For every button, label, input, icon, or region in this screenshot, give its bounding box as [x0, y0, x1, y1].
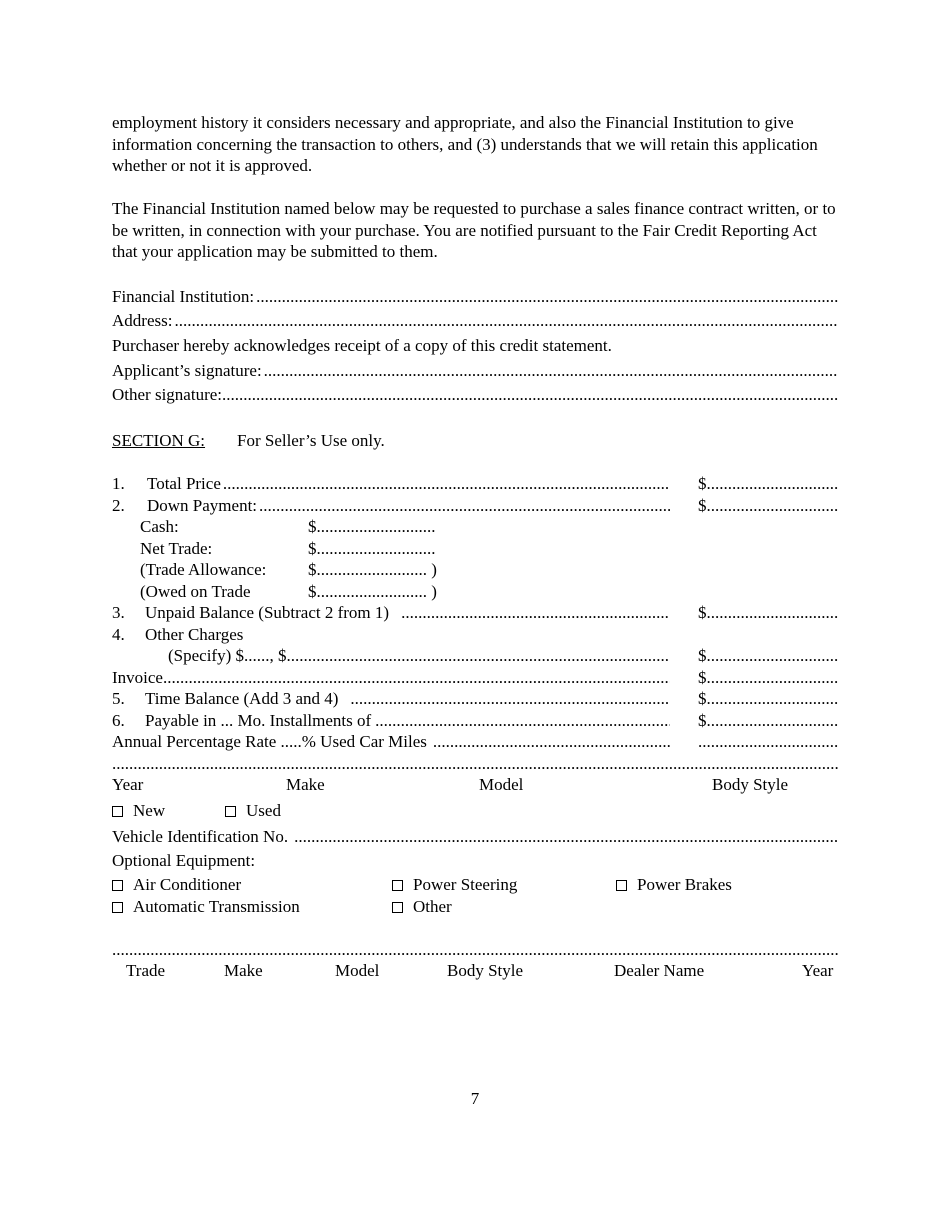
trade-allowance-label: (Trade Allowance:	[140, 560, 267, 579]
trade-divider[interactable]	[112, 939, 838, 961]
cash-row	[112, 516, 838, 538]
vehicle-year-label: Year	[112, 775, 144, 794]
unpaid-balance-line	[145, 602, 670, 624]
power-steering-checkbox[interactable]	[392, 874, 517, 896]
vin-label: Vehicle Identification No.	[112, 827, 289, 846]
owed-on-trade-row	[112, 581, 838, 603]
vehicle-divider	[112, 753, 838, 775]
other-charges-label: Other Charges	[145, 625, 244, 644]
address-label: Address:	[112, 311, 173, 330]
total-price-line	[147, 473, 670, 495]
section-g-title: For Seller’s Use only.	[237, 431, 385, 450]
other-signature-field[interactable]	[112, 384, 838, 406]
checkbox-icon	[392, 902, 403, 913]
applicant-signature-label: Applicant’s signature:	[112, 361, 262, 380]
optional-equipment-label: Optional Equipment:	[112, 851, 256, 870]
item-number: 3.	[112, 603, 125, 622]
section-g-label: SECTION G:	[112, 431, 206, 450]
checkbox-icon	[112, 902, 123, 913]
automatic-transmission-label: Automatic Transmission	[133, 897, 300, 916]
trade-allowance-amount[interactable]: $.......................... )	[308, 560, 437, 579]
apr-line[interactable]	[112, 731, 670, 753]
automatic-transmission-checkbox[interactable]	[112, 896, 300, 918]
time-balance-amount[interactable]: $ .....	[698, 688, 838, 710]
down-payment-label: Down Payment:	[147, 496, 258, 515]
invoice-line	[112, 667, 670, 689]
payable-label: Payable in ... Mo. Installments of	[145, 711, 372, 730]
invoice-row	[112, 667, 838, 689]
vehicle-model-label: Model	[479, 775, 524, 794]
vin-field[interactable]	[112, 826, 838, 848]
power-brakes-label: Power Brakes	[637, 875, 732, 894]
specify-label: (Specify) $......, $	[168, 646, 287, 665]
item-number: 5.	[112, 689, 125, 708]
specify-row	[112, 645, 838, 667]
owed-on-trade-amount[interactable]: $.......................... )	[308, 582, 437, 601]
vehicle-body-style-label: Body Style	[712, 775, 789, 794]
unpaid-balance-amount[interactable]: $ .....	[698, 602, 838, 624]
other-checkbox[interactable]	[392, 896, 452, 918]
item-number: 4.	[112, 625, 125, 644]
item-number: 1.	[112, 474, 125, 493]
apr-row	[112, 731, 838, 753]
trade-year-label: Year	[802, 961, 834, 980]
power-steering-label: Power Steering	[413, 875, 518, 894]
checkbox-icon	[112, 806, 123, 817]
cash-amount[interactable]: $............................	[308, 517, 436, 536]
other-charges-row	[112, 624, 838, 646]
used-car-miles-amount[interactable]	[698, 731, 838, 753]
trade-model-label: Model	[335, 961, 380, 980]
invoice-amount[interactable]: $ .....	[698, 667, 838, 689]
financial-institution-field[interactable]	[112, 286, 838, 308]
checkbox-icon	[112, 880, 123, 891]
new-checkbox[interactable]	[112, 800, 165, 822]
air-conditioner-label: Air Conditioner	[133, 875, 242, 894]
trade-dealer-name-label: Dealer Name	[614, 961, 705, 980]
used-checkbox[interactable]	[225, 800, 281, 822]
equipment-row-2	[112, 896, 838, 918]
checkbox-icon	[392, 880, 403, 891]
net-trade-label: Net Trade:	[140, 539, 213, 558]
other-label: Other	[413, 897, 452, 916]
new-label: New	[133, 801, 166, 820]
unpaid-balance-label: Unpaid Balance (Subtract 2 from 1)	[145, 603, 390, 622]
checkbox-icon	[616, 880, 627, 891]
equipment-row-1	[112, 874, 838, 896]
applicant-signature-field[interactable]	[112, 360, 838, 382]
invoice-label: Invoice	[112, 668, 163, 687]
specify-line[interactable]	[168, 645, 670, 667]
cash-label: Cash:	[140, 517, 179, 536]
net-trade-amount[interactable]: $............................	[308, 539, 436, 558]
checkbox-icon	[225, 806, 236, 817]
time-balance-line	[145, 688, 670, 710]
paragraph-authorization: employment history it considers necessary and appropriate, and also the Financial Institution to give information concerning the transaction to others, and (3) understands that we will retain this application whether or not it is approved.	[112, 113, 818, 175]
trade-allowance-row	[112, 559, 838, 581]
time-balance-row	[112, 688, 838, 710]
payable-row	[112, 710, 838, 732]
down-payment-row	[112, 495, 838, 517]
time-balance-label: Time Balance (Add 3 and 4)	[145, 689, 339, 708]
vehicle-make-label: Make	[286, 775, 325, 794]
trade-make-label: Make	[224, 961, 263, 980]
financial-institution-label: Financial Institution:	[112, 287, 255, 306]
item-number: 6.	[112, 711, 125, 730]
payable-line	[145, 710, 670, 732]
acknowledgement-text: Purchaser hereby acknowledges receipt of a copy of this credit statement.	[112, 336, 612, 355]
trade-label: Trade	[126, 961, 166, 980]
net-trade-row	[112, 538, 838, 560]
item-number: 2.	[112, 496, 125, 515]
address-field[interactable]	[112, 310, 838, 332]
air-conditioner-checkbox[interactable]	[112, 874, 241, 896]
page-number: 7	[470, 1089, 480, 1108]
total-price-label: Total Price	[147, 474, 221, 493]
owed-on-trade-label: (Owed on Trade	[140, 582, 251, 601]
other-signature-label: Other signature:	[112, 385, 222, 404]
paragraph-fcra-notice: The Financial Institution named below may be requested to purchase a sales finance contract written, or to be written, in connection with your purchase. You are notified pursuant to the Fair Credit Reporting Act that your application may be submitted to them.	[112, 199, 836, 261]
down-payment-line	[147, 495, 670, 517]
power-brakes-checkbox[interactable]	[616, 874, 732, 896]
new-used-row	[112, 800, 838, 822]
installment-amount[interactable]: $ .....	[698, 710, 838, 732]
section-g-heading	[112, 430, 838, 452]
total-price-amount[interactable]: $ .....	[698, 473, 838, 495]
down-payment-amount[interactable]: $ .....	[698, 495, 838, 517]
trade-body-style-label: Body Style	[447, 961, 524, 980]
used-label: Used	[246, 801, 281, 820]
unpaid-balance-row	[112, 602, 838, 624]
apr-label: Annual Percentage Rate .....% Used Car Miles	[112, 732, 427, 751]
other-charges-amount[interactable]: $ .....	[698, 645, 838, 667]
total-price-row	[112, 473, 838, 495]
vehicle-header-row	[112, 774, 838, 796]
trade-header-row	[112, 960, 838, 982]
